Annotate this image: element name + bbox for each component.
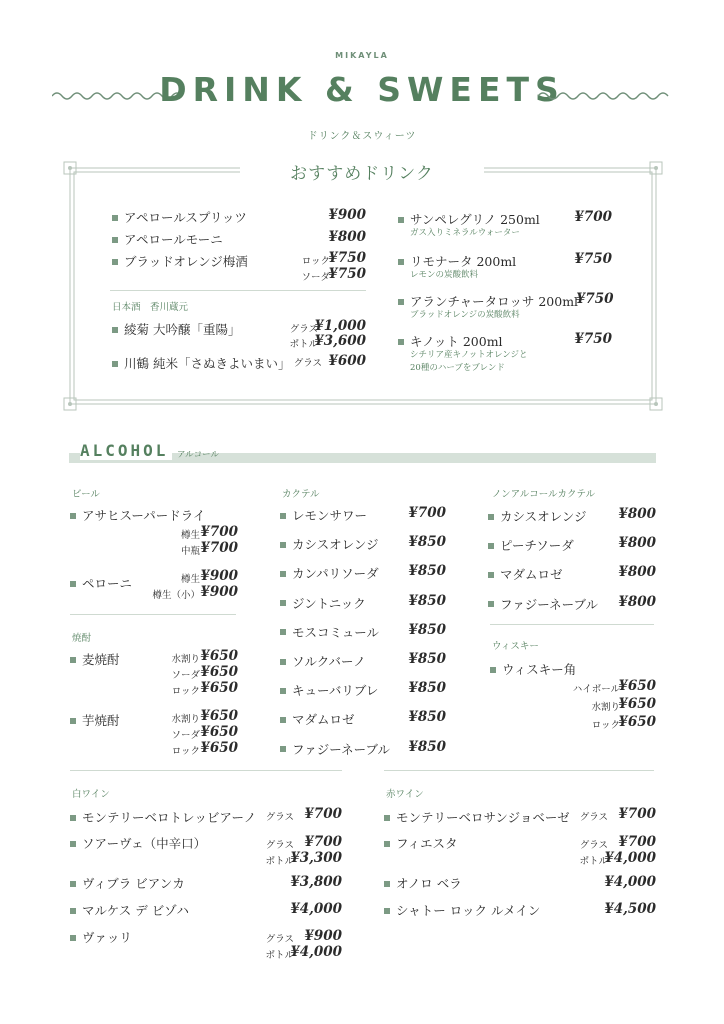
list-item [280, 594, 366, 612]
list-item [280, 710, 355, 728]
item-note: ガス入りミネラルウォーター [410, 228, 520, 238]
list-item [112, 230, 223, 248]
item-name: リモナータ 200ml [410, 254, 517, 269]
item-price: ¥4,000 [604, 874, 656, 890]
item-name: マダムロゼ [292, 712, 355, 728]
bullet-square-icon [280, 688, 286, 694]
item-price: ¥800 [618, 564, 656, 581]
list-item [280, 623, 379, 641]
list-item [384, 874, 462, 892]
list-item [384, 901, 540, 919]
bullet-square-icon [280, 571, 286, 577]
item-price: ¥650 [618, 714, 656, 730]
item-price: ¥1,000 [314, 318, 366, 334]
item-name: 麦焼酎 [82, 652, 120, 667]
bullet-square-icon [280, 542, 286, 548]
list-item [280, 681, 378, 699]
list-item [384, 808, 570, 826]
bullet-square-icon [280, 513, 286, 519]
list-item [70, 928, 132, 946]
item-name: モンテリーベロサンジョベーゼ [396, 810, 570, 825]
item-price: ¥900 [200, 568, 238, 584]
variant-label: ロック [591, 720, 620, 731]
bullet-square-icon [384, 908, 390, 914]
item-name: ブラッドオレンジ梅酒 [124, 254, 248, 269]
item-name: ウィスキー角 [502, 662, 577, 677]
variant-label: 水割り [171, 714, 200, 725]
item-price: ¥650 [200, 648, 238, 664]
divider [70, 614, 236, 615]
bullet-square-icon [488, 601, 494, 607]
bullet-square-icon [70, 657, 76, 663]
item-name: マルケス デ ビゾハ [82, 903, 189, 918]
bullet-square-icon [70, 815, 76, 821]
variant-label: ボトル [265, 950, 294, 961]
item-price: ¥800 [618, 506, 656, 522]
item-price: ¥850 [408, 709, 446, 726]
item-price: ¥650 [200, 664, 238, 680]
shochu-label: 焼酎 [72, 633, 92, 644]
item-price: ¥800 [618, 593, 656, 610]
divider [384, 770, 654, 771]
bullet-square-icon [70, 841, 76, 847]
bullet-square-icon [398, 339, 404, 345]
sake-label: 日本酒 香川蔵元 [112, 302, 189, 313]
variant-label: グラス [289, 324, 318, 335]
page-title: DRINK & SWEETS [159, 70, 565, 109]
bullet-square-icon [70, 513, 76, 519]
item-price: ¥650 [200, 680, 238, 696]
item-price: ¥3,600 [314, 333, 366, 349]
item-name: カンパリソーダ [292, 566, 379, 582]
item-name: カシスオレンジ [292, 537, 379, 553]
variant-label: グラス [579, 840, 608, 851]
item-note: レモンの炭酸飲料 [410, 270, 479, 280]
list-item [280, 564, 379, 582]
item-price: ¥700 [574, 209, 612, 225]
whisky-label: ウィスキー [492, 641, 539, 652]
item-name: ヴィブラ ビアンカ [82, 876, 185, 891]
item-name: ピーチソーダ [500, 538, 574, 554]
item-price: ¥650 [200, 740, 238, 756]
item-price: ¥650 [618, 678, 656, 694]
bullet-square-icon [112, 327, 118, 333]
cocktail-label: カクテル [282, 489, 320, 500]
item-price: ¥850 [408, 563, 446, 580]
item-price: ¥800 [618, 535, 656, 552]
bullet-square-icon [112, 361, 118, 367]
bullet-square-icon [280, 600, 286, 606]
item-price: ¥800 [328, 229, 366, 245]
item-name: ソルクバーノ [292, 654, 366, 669]
item-name: サンペレグリノ 250ml [410, 212, 540, 227]
item-name: キノット 200ml [410, 334, 503, 349]
item-name: ペローニ [82, 576, 133, 591]
recommended-frame [62, 160, 664, 412]
item-price: ¥900 [200, 584, 238, 600]
item-name: フィエスタ [396, 836, 458, 851]
item-price: ¥700 [618, 806, 656, 822]
variant-label: 樽生（小） [152, 590, 200, 601]
variant-label: グラス [265, 934, 294, 945]
recommended-title: おすすめドリンク [240, 159, 484, 184]
variant-label: ロック [171, 746, 200, 757]
item-name: マダムロゼ [500, 567, 563, 583]
red-wine-label: 赤ワイン [386, 789, 424, 800]
item-price: ¥850 [408, 680, 446, 697]
variant-label: 中瓶 [180, 546, 200, 557]
variant-label: ボトル [265, 856, 294, 867]
item-name: アペロールスプリッツ [124, 210, 247, 225]
divider [490, 624, 654, 625]
item-name: レモンサワー [292, 508, 368, 523]
item-name: オノロ ベラ [396, 876, 462, 891]
item-price: ¥900 [304, 928, 342, 944]
list-item [70, 808, 256, 826]
page-subtitle: ドリンク＆スウィーツ [307, 131, 417, 142]
item-price: ¥3,800 [290, 874, 342, 890]
divider [110, 290, 366, 291]
divider [70, 770, 342, 771]
bullet-square-icon [112, 237, 118, 243]
item-price: ¥900 [328, 207, 366, 223]
list-item [280, 740, 390, 758]
variant-label: 樽生 [180, 530, 200, 541]
item-note: ブラッドオレンジの炭酸飲料 [410, 310, 520, 320]
item-price: ¥700 [200, 524, 238, 540]
item-price: ¥850 [408, 592, 446, 609]
list-item [70, 506, 205, 524]
item-name: ファジーネーブル [292, 741, 391, 757]
bullet-square-icon [70, 935, 76, 941]
list-item [112, 208, 247, 226]
item-name: ジントニック [292, 595, 366, 611]
list-item [488, 565, 563, 583]
item-note: 20種のハーブをブレンド [410, 363, 505, 373]
variant-label: グラス [293, 358, 322, 369]
item-price: ¥600 [328, 353, 366, 369]
list-item [490, 660, 576, 678]
alcohol-subtitle: アルコール [177, 450, 219, 460]
variant-label: ロック [301, 256, 330, 267]
list-item [112, 320, 240, 338]
list-item [488, 536, 574, 554]
bullet-square-icon [280, 746, 286, 752]
item-price: ¥4,000 [604, 850, 656, 866]
variant-label: ソーダ [171, 730, 200, 741]
bullet-square-icon [488, 572, 494, 578]
item-name: 綾菊 大吟醸「重陽」 [124, 322, 241, 337]
list-item [112, 354, 290, 372]
bullet-square-icon [384, 841, 390, 847]
item-price: ¥850 [408, 738, 446, 755]
list-item [384, 834, 458, 852]
item-name: アランチャータロッサ 200ml [410, 294, 579, 309]
item-name: アペロールモーニ [124, 232, 223, 247]
right-wave-ornament [538, 88, 672, 104]
item-price: ¥850 [408, 534, 446, 551]
item-price: ¥850 [408, 651, 446, 667]
white-wine-label: 白ワイン [72, 789, 110, 800]
item-price: ¥4,000 [290, 901, 342, 917]
item-name: シャトー ロック ルメイン [396, 903, 541, 918]
list-item [280, 652, 366, 670]
variant-label: ボトル [289, 339, 318, 350]
item-name: アサヒスーパードライ [82, 508, 206, 523]
variant-label: グラス [265, 840, 294, 851]
list-item [112, 252, 248, 270]
list-item [488, 507, 587, 525]
item-price: ¥700 [618, 834, 656, 850]
list-item [70, 650, 120, 668]
bullet-square-icon [488, 514, 494, 520]
item-price: ¥650 [200, 708, 238, 724]
variant-label: 樽生 [180, 574, 200, 585]
item-price: ¥750 [328, 250, 366, 266]
bullet-square-icon [398, 217, 404, 223]
bullet-square-icon [70, 581, 76, 587]
item-price: ¥650 [200, 724, 238, 740]
bullet-square-icon [384, 881, 390, 887]
nonalc-label: ノンアルコールカクテル [492, 489, 596, 500]
item-name: モスコミュール [292, 624, 380, 640]
item-name: ソアーヴェ（中辛口） [82, 836, 207, 851]
list-item [280, 535, 379, 553]
item-price: ¥750 [574, 331, 612, 347]
item-price: ¥700 [408, 505, 446, 521]
beer-label: ビール [72, 489, 100, 500]
bullet-square-icon [70, 718, 76, 724]
item-name: 芋焼酎 [82, 713, 120, 728]
bullet-square-icon [112, 259, 118, 265]
item-price: ¥700 [200, 540, 238, 556]
item-name: カシスオレンジ [500, 509, 587, 524]
item-price: ¥750 [574, 251, 612, 267]
bullet-square-icon [280, 629, 286, 635]
variant-label: 水割り [171, 654, 200, 665]
item-price: ¥850 [408, 621, 446, 638]
bullet-square-icon [280, 659, 286, 665]
list-item [280, 506, 367, 524]
variant-label: ロック [171, 686, 200, 697]
item-name: ヴァッリ [82, 930, 132, 945]
bullet-square-icon [280, 717, 286, 723]
bullet-square-icon [70, 881, 76, 887]
item-name: モンテリーベロトレッビアーノ [82, 810, 257, 825]
bullet-square-icon [398, 259, 404, 265]
item-name: キューバリブレ [292, 683, 379, 699]
list-item [70, 834, 206, 852]
item-price: ¥4,500 [604, 901, 656, 917]
variant-label: グラス [579, 812, 608, 823]
list-item [70, 574, 132, 592]
list-item [70, 874, 185, 892]
item-price: ¥4,000 [290, 944, 342, 960]
item-note: シチリア産キノットオレンジと [410, 350, 528, 360]
item-name: 川鶴 純米「さぬきよいまい」 [124, 356, 291, 371]
item-price: ¥650 [618, 696, 656, 712]
item-price: ¥3,300 [290, 850, 342, 866]
variant-label: ハイボール [572, 684, 620, 695]
variant-label: 水割り [591, 702, 620, 713]
variant-label: ボトル [579, 856, 608, 867]
bullet-square-icon [112, 215, 118, 221]
bullet-square-icon [490, 667, 496, 673]
bullet-square-icon [384, 815, 390, 821]
list-item [70, 711, 120, 729]
list-item [488, 595, 598, 613]
item-price: ¥750 [328, 266, 366, 282]
bullet-square-icon [488, 543, 494, 549]
item-name: ファジーネーブル [500, 596, 599, 612]
brand-name: MIKAYLA [335, 51, 389, 60]
item-price: ¥750 [576, 291, 614, 307]
bullet-square-icon [398, 299, 404, 305]
item-price: ¥700 [304, 834, 342, 850]
alcohol-title: ALCOHOL [80, 441, 172, 460]
bullet-square-icon [70, 908, 76, 914]
list-item [70, 901, 189, 919]
variant-label: ソーダ [301, 272, 330, 283]
variant-label: グラス [265, 812, 294, 823]
item-price: ¥700 [304, 806, 342, 822]
variant-label: ソーダ [171, 670, 200, 681]
